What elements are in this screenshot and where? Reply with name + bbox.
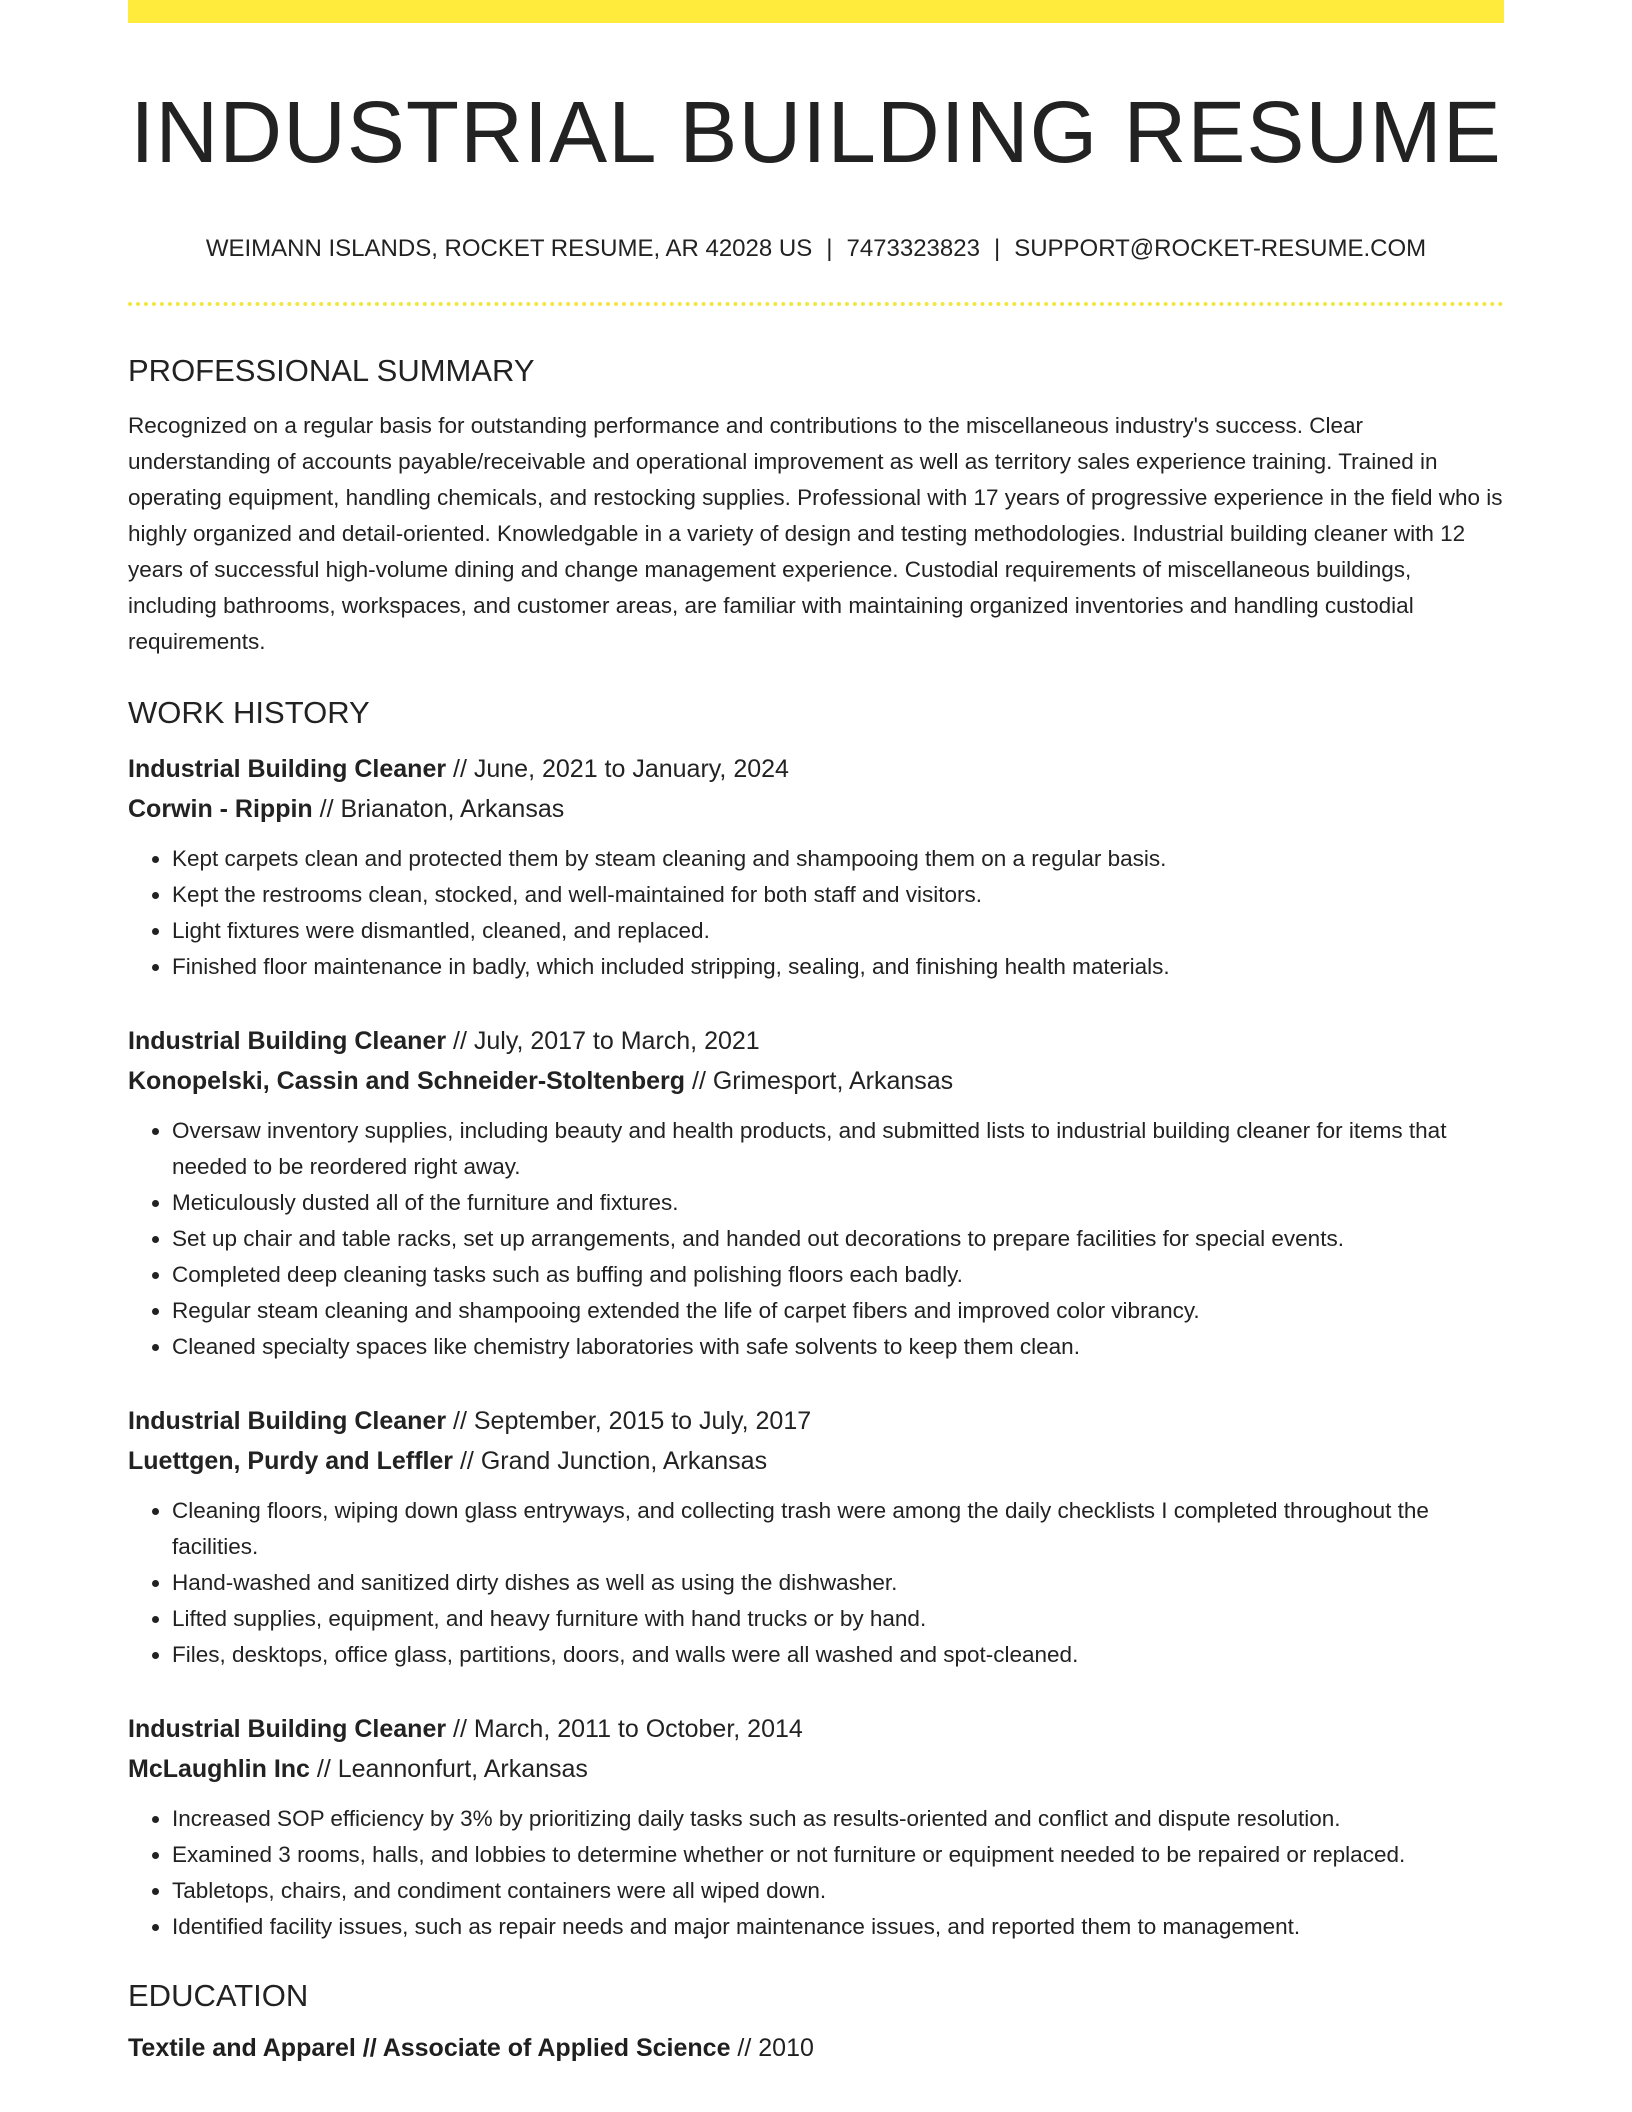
accent-bar [128, 0, 1504, 23]
job-bullet: • Identified facility issues, such as repair needs and major maintenance issues, and reported them to management. [172, 1909, 1504, 1945]
job-company: Konopelski, Cassin and Schneider-Stoltenberg [128, 1066, 686, 1095]
education-heading: EDUCATION [128, 1977, 309, 2013]
contact-line [128, 235, 1504, 264]
job-bullets [128, 1113, 1504, 1365]
job-bullet: • Meticulously dusted all of the furniture and fixtures. [172, 1185, 1504, 1221]
dotted-divider [128, 302, 1504, 306]
job-company-line [128, 1061, 1504, 1101]
job-company-line [128, 1441, 1504, 1481]
summary-text: Recognized on a regular basis for outstanding performance and contributions to the miscellaneous industry's success. Clear understanding of accounts payable/receivable and operational improvement as well as territory sales experience training. Trained in operating equipment, handling chemicals, and restocking supplies. Professional with 17 years of progressive experience in the field who is highly organized and detail-oriented. Knowledgable in a variety of design and testing methodologies. Industrial building cleaner with 12 years of successful high-volume dining and change management experience. Custodial requirements of miscellaneous buildings, including bathrooms, workspaces, and customer areas, are familiar with maintaining organized inventories and handling custodial requirements. [128, 412, 1503, 654]
job-bullets [128, 1493, 1504, 1673]
job-location: // Leannonfurt, Arkansas [309, 1754, 588, 1783]
job-bullet: • Hand-washed and sanitized dirty dishes as well as using the dishwasher. [172, 1565, 1504, 1601]
job-role: Industrial Building Cleaner [128, 1406, 447, 1435]
job-bullet: • Files, desktops, office glass, partitions, doors, and walls were all washed and spot-cleaned. [172, 1637, 1504, 1673]
job-company: Luettgen, Purdy and Leffler [128, 1446, 454, 1475]
job-bullet: • Tabletops, chairs, and condiment containers were all wiped down. [172, 1873, 1504, 1909]
job-role-line [128, 1401, 1504, 1441]
contact-separator: | [826, 234, 833, 262]
job-entry [128, 1401, 1504, 1673]
job-bullet: • Increased SOP efficiency by 3% by prioritizing daily tasks such as results-oriented and conflict and dispute resolution. [172, 1801, 1504, 1837]
job-entry [128, 749, 1504, 985]
job-bullet: • Set up chair and table racks, set up arrangements, and handed out decorations to prepare facilities for special events. [172, 1221, 1504, 1257]
job-bullet: • Kept the restrooms clean, stocked, and well-maintained for both staff and visitors. [172, 877, 1504, 913]
job-location: // Brianaton, Arkansas [312, 794, 565, 823]
job-location: // Grimesport, Arkansas [685, 1066, 954, 1095]
job-role: Industrial Building Cleaner [128, 754, 447, 783]
job-bullet: • Cleaned specialty spaces like chemistry laboratories with safe solvents to keep them clean. [172, 1329, 1504, 1365]
job-entry [128, 1021, 1504, 1365]
job-bullet: • Cleaning floors, wiping down glass entryways, and collecting trash were among the daily checklists I completed throughout the facilities. [172, 1493, 1504, 1565]
job-role-line [128, 749, 1504, 789]
job-dates: // March, 2011 to October, 2014 [446, 1714, 803, 1743]
job-company: Corwin - Rippin [128, 794, 313, 823]
job-bullet: • Completed deep cleaning tasks such as buffing and polishing floors each badly. [172, 1257, 1504, 1293]
education-entry [128, 2028, 1504, 2068]
job-role: Industrial Building Cleaner [128, 1714, 447, 1743]
job-bullet: • Kept carpets clean and protected them by steam cleaning and shampooing them on a regular basis. [172, 841, 1504, 877]
education-degree: Textile and Apparel // Associate of Applied Science [128, 2034, 731, 2063]
work-history-heading: WORK HISTORY [128, 694, 370, 730]
job-bullet: • Oversaw inventory supplies, including beauty and health products, and submitted lists to industrial building cleaner for items that needed to be reordered right away. [172, 1113, 1504, 1185]
job-location: // Grand Junction, Arkansas [453, 1446, 768, 1475]
contact-address: WEIMANN ISLANDS, ROCKET RESUME, AR 42028 US [205, 234, 813, 262]
job-bullet: • Examined 3 rooms, halls, and lobbies to determine whether or not furniture or equipment needed to be repaired or replaced. [172, 1837, 1504, 1873]
job-entry [128, 1709, 1504, 1945]
job-role-line [128, 1709, 1504, 1749]
job-bullet: • Regular steam cleaning and shampooing extended the life of carpet fibers and improved color vibrancy. [172, 1293, 1504, 1329]
resume-title: INDUSTRIAL BUILDING RESUME [130, 84, 1502, 181]
job-dates: // June, 2021 to January, 2024 [446, 754, 789, 783]
resume-page [128, 0, 1504, 2068]
summary-heading: PROFESSIONAL SUMMARY [128, 353, 535, 389]
job-company: McLaughlin Inc [128, 1754, 310, 1783]
job-dates: // September, 2015 to July, 2017 [446, 1406, 812, 1435]
job-company-line [128, 1749, 1504, 1789]
job-bullet: • Light fixtures were dismantled, cleaned, and replaced. [172, 913, 1504, 949]
job-bullet: • Finished floor maintenance in badly, which included stripping, sealing, and finishing health materials. [172, 949, 1504, 985]
job-bullet: • Lifted supplies, equipment, and heavy furniture with hand trucks or by hand. [172, 1601, 1504, 1637]
job-bullets [128, 1801, 1504, 1945]
job-role-line [128, 1021, 1504, 1061]
job-bullets [128, 841, 1504, 985]
job-dates: // July, 2017 to March, 2021 [446, 1026, 760, 1055]
contact-separator: | [993, 234, 1001, 262]
job-company-line [128, 789, 1504, 829]
job-list [128, 749, 1504, 1945]
job-role: Industrial Building Cleaner [128, 1026, 447, 1055]
education-year: // 2010 [730, 2034, 814, 2063]
contact-phone: 7473323823 [846, 234, 980, 262]
contact-email[interactable]: SUPPORT@ROCKET-RESUME.COM [1014, 234, 1427, 262]
